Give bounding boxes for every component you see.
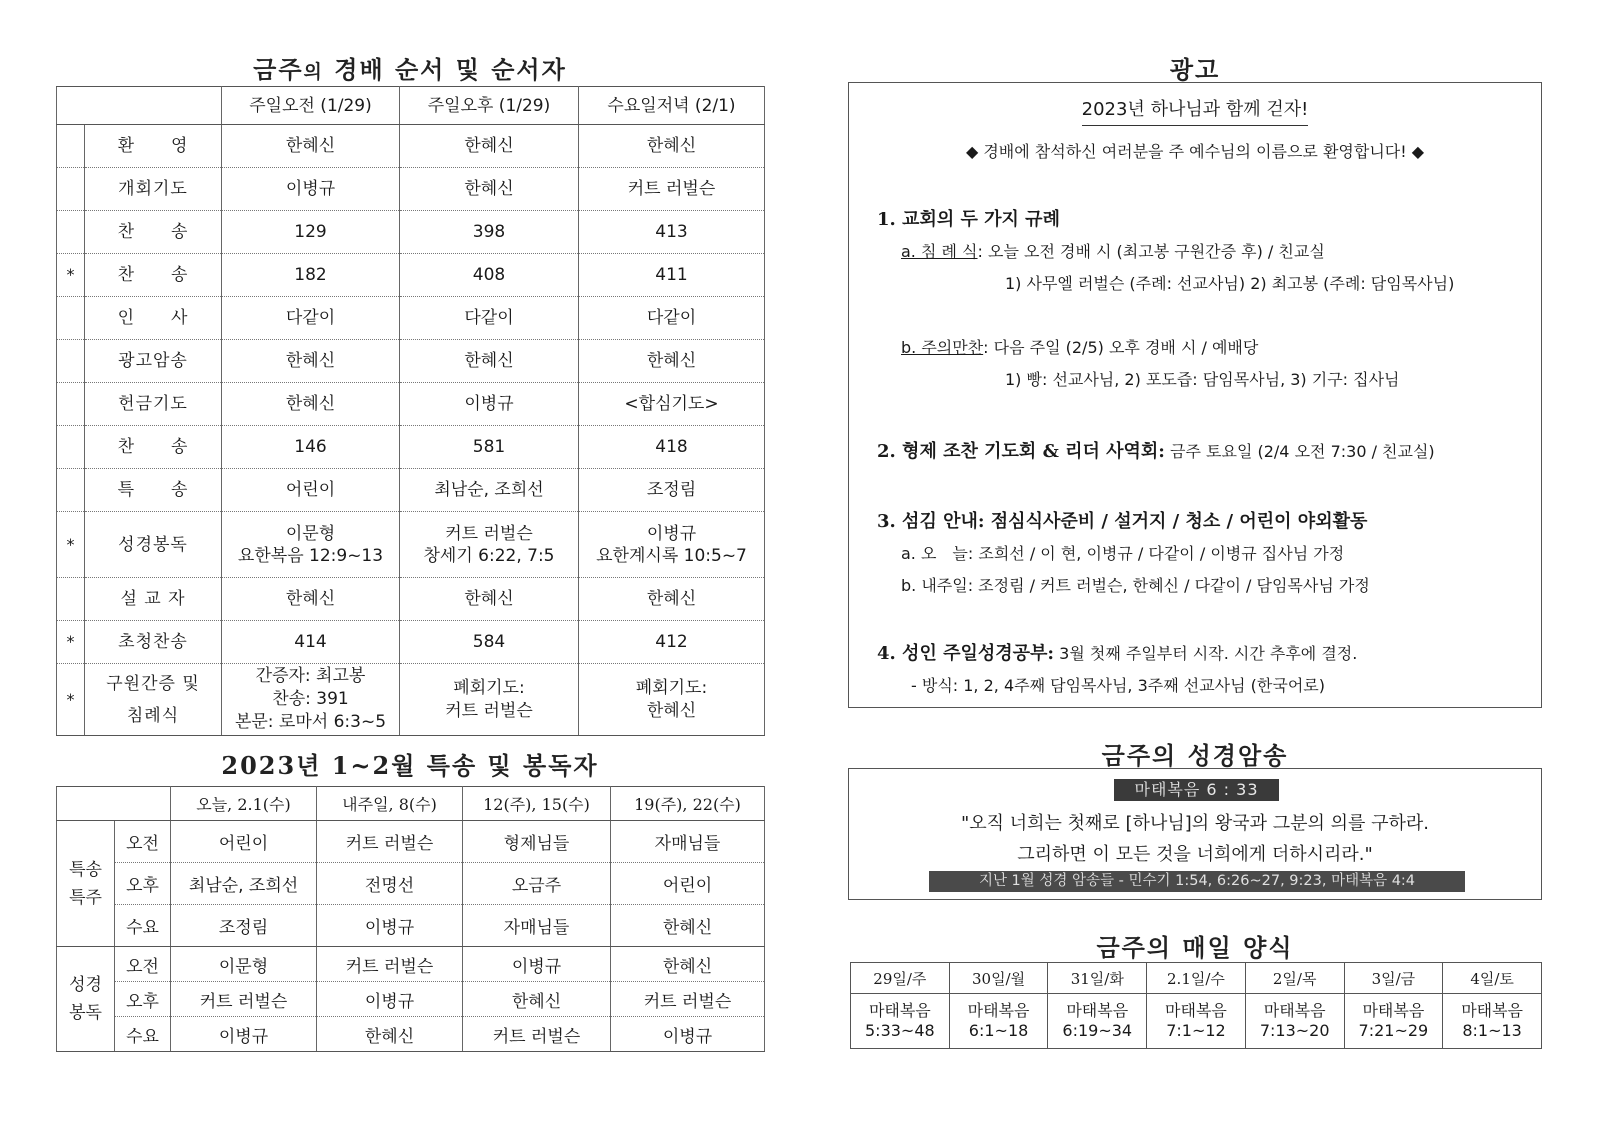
- cell: 한혜신: [579, 340, 765, 383]
- cell: 커트 러벌슨: [317, 947, 463, 982]
- cell: 이병규: [611, 1017, 765, 1052]
- title-part: 금주: [253, 55, 304, 84]
- column-header: 19(주), 22(수): [611, 787, 765, 821]
- stand-marker: *: [57, 512, 85, 578]
- cell: 한혜신: [400, 340, 579, 383]
- cell-line: 한혜신: [646, 700, 697, 721]
- cell: 182: [222, 254, 400, 297]
- stand-marker: [57, 168, 85, 211]
- row-label: 특 송: [85, 469, 222, 512]
- cell: 이병규: [463, 947, 611, 982]
- cell: 이병규: [400, 383, 579, 426]
- cell: 418: [579, 426, 765, 469]
- slot-label: 수요: [115, 1017, 171, 1052]
- cell: 129: [222, 211, 400, 254]
- cell: 형제님들: [463, 821, 611, 863]
- row-label: 찬 송: [85, 211, 222, 254]
- row-label: 초청찬송: [85, 621, 222, 664]
- range: 7:21~29: [1358, 1021, 1429, 1040]
- column-header: [57, 87, 222, 125]
- cell: 이병규: [171, 1017, 317, 1052]
- row-label: 인 사: [85, 297, 222, 340]
- row-label: 설 교 자: [85, 578, 222, 621]
- passage: 창세기 6:22, 7:5: [423, 545, 555, 566]
- book: 마태복음: [1165, 1001, 1227, 1020]
- cell: 408: [400, 254, 579, 297]
- cell: 이병규: [317, 982, 463, 1017]
- item-heading: 4. 성인 주일성경공부:: [877, 643, 1055, 664]
- reader: 이병규: [646, 523, 697, 544]
- special-songs-title: 2023년 1~2월 특송 및 봉독자: [221, 751, 599, 780]
- cell: 한혜신: [611, 947, 765, 982]
- book: 마태복음: [1066, 1001, 1129, 1020]
- cell: 이문형: [171, 947, 317, 982]
- table-row: [57, 254, 765, 297]
- title-part: 의: [303, 61, 324, 83]
- cell: 한혜신: [400, 168, 579, 211]
- cell: 한혜신: [222, 578, 400, 621]
- stand-marker: [57, 578, 85, 621]
- cell: 이병규: [222, 168, 400, 211]
- worship-order-table: [56, 86, 765, 736]
- cell: <합심기도>: [579, 383, 765, 426]
- day-header: 31일/화: [1048, 963, 1147, 994]
- daily-reading-table: [850, 962, 1542, 1049]
- cell: 581: [400, 426, 579, 469]
- announcement-item-3a: a. 오 늘: 조희선 / 이 현, 이병규 / 다같이 / 이병규 집사님 가정: [901, 544, 1345, 563]
- column-header: 내주일, 8(수): [317, 787, 463, 821]
- table-row: [57, 905, 765, 947]
- table-row: [57, 578, 765, 621]
- row-label: 개회기도: [85, 168, 222, 211]
- cell: 413: [579, 211, 765, 254]
- label-line: 구원간증 및: [106, 673, 200, 694]
- cell: 커트 러벌슨: [611, 982, 765, 1017]
- day-header: 4일/토: [1443, 963, 1542, 994]
- slot-label: 오전: [115, 821, 171, 863]
- table-row: [57, 211, 765, 254]
- slot-label: 수요: [115, 905, 171, 947]
- memory-verse-title: 금주의 성경암송: [1101, 741, 1289, 770]
- cell: 이병규: [317, 905, 463, 947]
- row-label: 광고암송: [85, 340, 222, 383]
- passage: 요한복음 12:9~13: [237, 545, 384, 566]
- memory-verse-box: [848, 768, 1542, 900]
- daily-reading-title: 금주의 매일 양식: [1096, 933, 1294, 962]
- column-header: 주일오전 (1/29): [222, 87, 400, 125]
- table-row: [57, 1017, 765, 1052]
- cell-line: 폐회기도:: [453, 677, 525, 698]
- past-verses-banner: 지난 1월 성경 암송들 - 민수기 1:54, 6:26~27, 9:23, 마태복음 4:4: [929, 871, 1465, 892]
- cell: 다같이: [222, 297, 400, 340]
- group-label-line: 성경: [69, 975, 102, 995]
- slot-label: 오전: [115, 947, 171, 982]
- table-row: [57, 982, 765, 1017]
- range: 7:1~12: [1166, 1021, 1226, 1040]
- stand-marker: *: [57, 621, 85, 664]
- announcement-item-4-detail: - 방식: 1, 2, 4주째 담임목사님, 3주째 선교사님 (한국어로): [911, 676, 1325, 695]
- cell: 한혜신: [579, 125, 765, 168]
- announcement-item-1a-detail: 1) 사무엘 러벌슨 (주례: 선교사님) 2) 최고봉 (주례: 담임목사님): [1005, 274, 1455, 293]
- stand-marker: [57, 469, 85, 512]
- announcement-item-1b-detail: 1) 빵: 선교사님, 2) 포도즙: 담임목사님, 3) 기구: 집사님: [1005, 370, 1400, 389]
- headline-text: 2023년 하나님과 함께 걷자!: [1082, 95, 1309, 126]
- row-label: 찬 송: [85, 426, 222, 469]
- welcome-message: ◆ 경배에 참석하신 여러분을 주 예수님의 이름으로 환영합니다! ◆: [965, 142, 1425, 161]
- column-header: 12(주), 15(수): [463, 787, 611, 821]
- cell: [400, 512, 579, 578]
- table-header-row: [57, 87, 765, 125]
- range: 5:33~48: [865, 1021, 935, 1040]
- cell: 584: [400, 621, 579, 664]
- slot-label: 오후: [115, 982, 171, 1017]
- cell: 다같이: [400, 297, 579, 340]
- cell: 오금주: [463, 863, 611, 905]
- reader: 커트 러벌슨: [445, 523, 533, 544]
- cell-line: 간증자: 최고봉: [255, 666, 366, 686]
- stand-marker: [57, 383, 85, 426]
- announcement-item-2: [877, 437, 1435, 463]
- cell: 한혜신: [611, 905, 765, 947]
- cell: 조정림: [171, 905, 317, 947]
- day-header: 29일/주: [851, 963, 950, 994]
- stand-marker: [57, 426, 85, 469]
- label-line: 침례식: [126, 705, 180, 726]
- stand-marker: [57, 340, 85, 383]
- cell: 어린이: [611, 863, 765, 905]
- book: 마태복음: [1263, 1001, 1326, 1020]
- item-text: 금주 토요일 (2/4 오전 7:30 / 친교실): [1164, 442, 1435, 461]
- reading-cell: [1443, 994, 1542, 1049]
- reading-cell: [851, 994, 950, 1049]
- reading-cell: [1245, 994, 1344, 1049]
- table-row: [57, 168, 765, 211]
- announcement-item-4: [877, 639, 1357, 665]
- cell: 커트 러벌슨: [317, 821, 463, 863]
- book: 마태복음: [967, 1001, 1030, 1020]
- cell: 커트 러벌슨: [171, 982, 317, 1017]
- cell-line: 본문: 로마서 6:3~5: [234, 712, 387, 732]
- cell: 한혜신: [463, 982, 611, 1017]
- cell: 414: [222, 621, 400, 664]
- cell: [579, 664, 765, 736]
- cell: [222, 664, 400, 736]
- announcement-item-3-heading: 3. 섬김 안내: 점심식사준비 / 설거지 / 청소 / 어린이 야외활동: [877, 511, 1368, 532]
- table-row: [57, 383, 765, 426]
- cell: 한혜신: [579, 578, 765, 621]
- cell: [579, 512, 765, 578]
- stand-marker: [57, 211, 85, 254]
- cell: 한혜신: [222, 340, 400, 383]
- group-label: [57, 821, 115, 947]
- column-header: 수요일저녁 (2/1): [579, 87, 765, 125]
- range: 6:1~18: [968, 1021, 1029, 1040]
- column-header: 오늘, 2.1(수): [171, 787, 317, 821]
- column-header: 주일오후 (1/29): [400, 87, 579, 125]
- verse-line-1: "오직 너희는 첫째로 [하나님]의 왕국과 그분의 의를 구하라.: [960, 813, 1430, 834]
- cell: 146: [222, 426, 400, 469]
- cell: [222, 512, 400, 578]
- special-songs-table: [56, 786, 765, 1052]
- cell: 398: [400, 211, 579, 254]
- row-label: 찬 송: [85, 254, 222, 297]
- cell-line: 커트 러벌슨: [445, 700, 533, 721]
- announcements-title: 광고: [1169, 55, 1221, 84]
- range: 6:19~34: [1062, 1021, 1133, 1040]
- slot-label: 오후: [115, 863, 171, 905]
- cell: 최남순, 조희선: [171, 863, 317, 905]
- group-label-line: 특주: [69, 887, 102, 908]
- cell: 커트 러벌슨: [463, 1017, 611, 1052]
- cell-line: 찬송: 391: [272, 689, 349, 709]
- table-row: [57, 469, 765, 512]
- table-row: [57, 297, 765, 340]
- cell: 자매님들: [611, 821, 765, 863]
- sub-text: : 다음 주일 (2/5) 오후 경배 시 / 예배당: [983, 338, 1259, 357]
- row-label: 헌금기도: [85, 383, 222, 426]
- verse-line-2: 그리하면 이 모든 것을 너희에게 더하시리라.": [1017, 844, 1373, 865]
- table-row: [57, 664, 765, 736]
- announcement-item-1-heading: 1. 교회의 두 가지 규례: [877, 209, 1060, 230]
- group-label-line: 봉독: [69, 1003, 102, 1023]
- table-header-row: [57, 787, 765, 821]
- stand-marker: [57, 297, 85, 340]
- book: 마태복음: [868, 1001, 931, 1020]
- table-row: [57, 621, 765, 664]
- day-header: 30일/월: [949, 963, 1048, 994]
- cell: 한혜신: [222, 125, 400, 168]
- cell: 자매님들: [463, 905, 611, 947]
- passage: 요한계시록 10:5~7: [596, 545, 747, 566]
- group-label-line: 특송: [69, 859, 102, 880]
- stand-marker: *: [57, 664, 85, 736]
- item-text: 3월 첫째 주일부터 시작. 시간 추후에 결정.: [1054, 644, 1358, 663]
- cell: 최남순, 조희선: [400, 469, 579, 512]
- announcements-box: [848, 82, 1542, 708]
- book: 마태복음: [1362, 1001, 1425, 1020]
- table-row: [57, 426, 765, 469]
- day-header: 3일/금: [1344, 963, 1443, 994]
- verse-reference: 마태복음 6 : 33: [1114, 779, 1279, 801]
- table-header-row: [851, 963, 1542, 994]
- stand-marker: [57, 125, 85, 168]
- cell: 한혜신: [400, 125, 579, 168]
- cell: 411: [579, 254, 765, 297]
- row-label: 환 영: [85, 125, 222, 168]
- cell: 한혜신: [400, 578, 579, 621]
- announcement-item-1a: [901, 239, 1325, 262]
- reading-cell: [1147, 994, 1246, 1049]
- cell: 조정림: [579, 469, 765, 512]
- reading-cell: [1344, 994, 1443, 1049]
- reading-cell: [949, 994, 1048, 1049]
- title-part: 경배 순서 및 순서자: [323, 55, 567, 84]
- day-header: 2일/목: [1245, 963, 1344, 994]
- cell: 어린이: [222, 469, 400, 512]
- announcement-headline: [849, 95, 1541, 126]
- cell: 전명선: [317, 863, 463, 905]
- range: 8:1~13: [1462, 1021, 1522, 1040]
- table-row: [57, 821, 765, 863]
- row-label: [85, 664, 222, 736]
- cell: 어린이: [171, 821, 317, 863]
- table-row: [57, 340, 765, 383]
- column-header: [57, 787, 171, 821]
- row-label: 성경봉독: [85, 512, 222, 578]
- sub-label: a. 침 례 식: [901, 242, 978, 261]
- cell: 412: [579, 621, 765, 664]
- range: 7:13~20: [1259, 1021, 1330, 1040]
- table-row: [851, 994, 1542, 1049]
- stand-marker: *: [57, 254, 85, 297]
- cell: 한혜신: [317, 1017, 463, 1052]
- day-header: 2.1일/수: [1147, 963, 1246, 994]
- sub-label: b. 주의만찬: [901, 338, 984, 357]
- cell: 커트 러벌슨: [579, 168, 765, 211]
- table-row: [57, 125, 765, 168]
- table-row: [57, 947, 765, 982]
- cell: 한혜신: [222, 383, 400, 426]
- item-heading: 2. 형제 조찬 기도회 & 리더 사역회:: [877, 441, 1165, 462]
- announcement-item-1b: [901, 335, 1258, 358]
- cell: [400, 664, 579, 736]
- book: 마태복음: [1461, 1001, 1524, 1020]
- sub-text: : 오늘 오전 경배 시 (최고봉 구원간증 후) / 친교실: [977, 242, 1325, 261]
- table-row: [57, 512, 765, 578]
- group-label: [57, 947, 115, 1052]
- table-row: [57, 863, 765, 905]
- reader: 이문형: [285, 523, 336, 544]
- cell: 다같이: [579, 297, 765, 340]
- worship-order-title: [56, 50, 764, 85]
- reading-cell: [1048, 994, 1147, 1049]
- cell-line: 폐회기도:: [635, 677, 708, 698]
- announcement-item-3b: b. 내주일: 조정림 / 커트 러벌슨, 한혜신 / 다같이 / 담임목사님 가정: [901, 576, 1370, 595]
